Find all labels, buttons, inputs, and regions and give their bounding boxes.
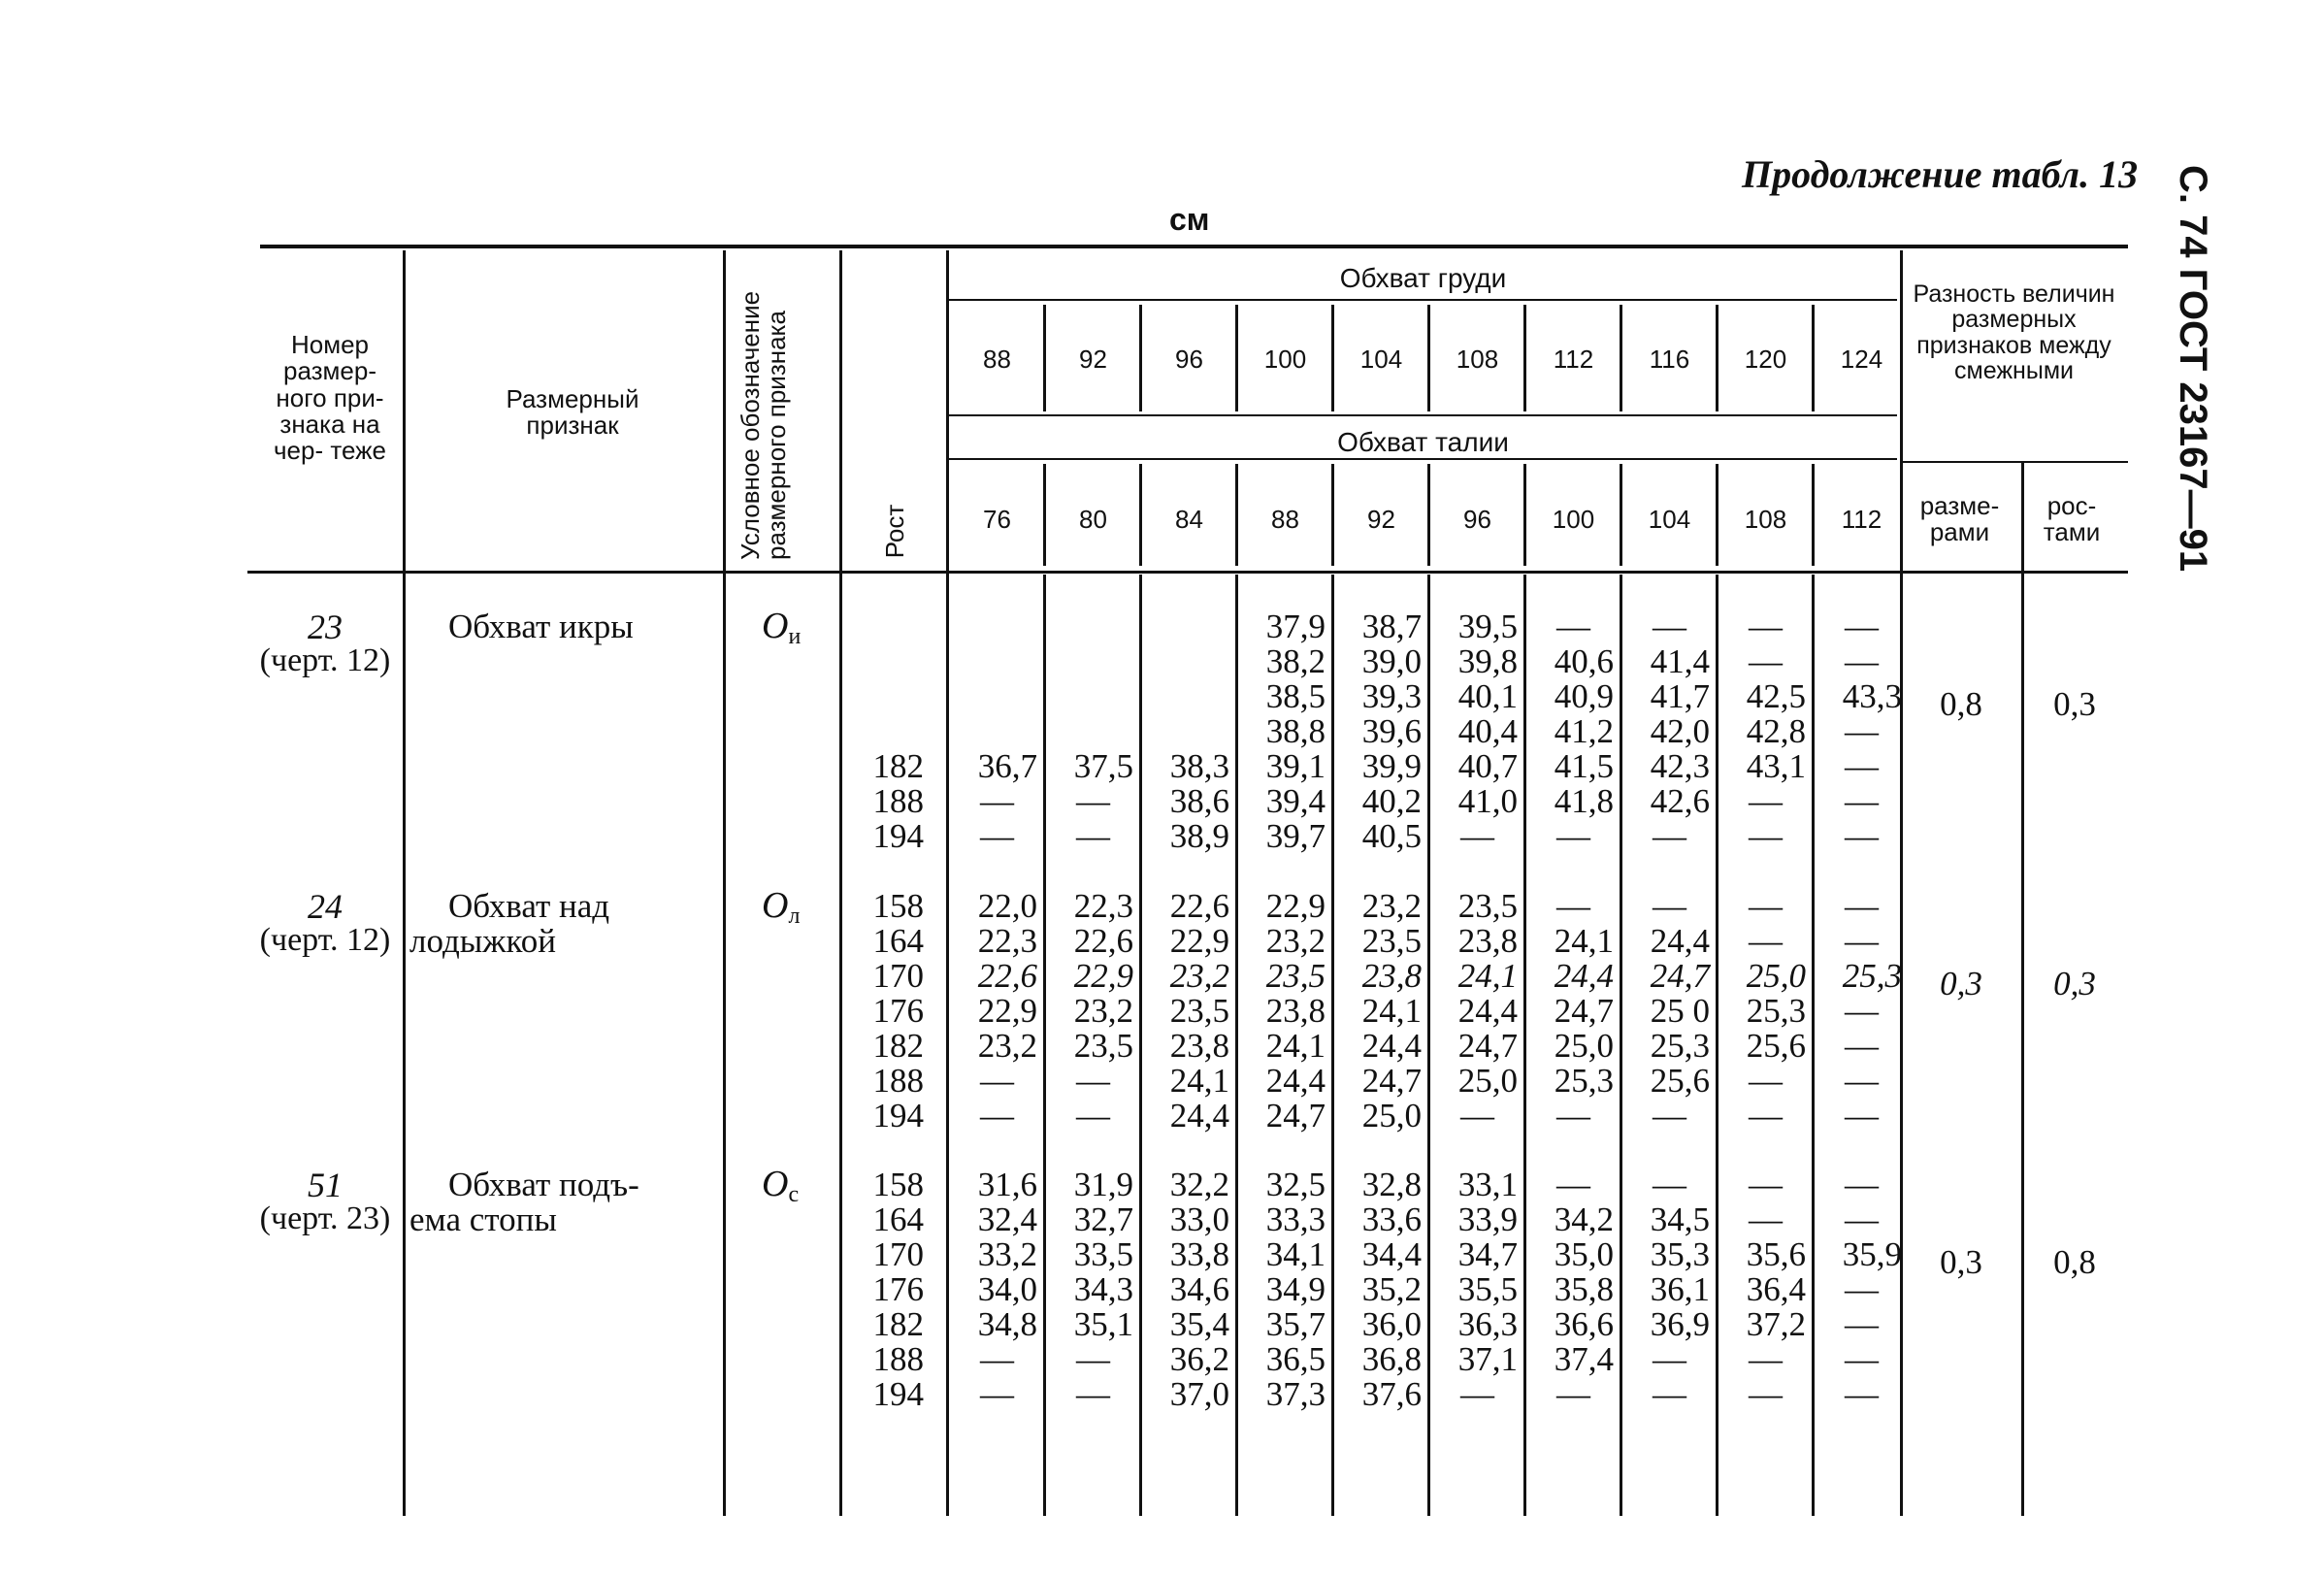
table-cell: 24,7 xyxy=(1265,1097,1326,1134)
table-cell: 23,8 xyxy=(1265,992,1326,1030)
feature-name: Обхват над xyxy=(448,887,610,925)
table-cell: 37,0 xyxy=(1169,1375,1229,1413)
table-cell: 41,0 xyxy=(1457,782,1518,820)
height-value: 188 xyxy=(872,782,924,820)
waist-value: 92 xyxy=(1367,505,1395,534)
height-value: 176 xyxy=(872,1270,924,1308)
table-cell: 33,5 xyxy=(1073,1235,1133,1273)
table-cell: — xyxy=(1749,1166,1783,1203)
table-cell: — xyxy=(1749,1200,1783,1238)
header-diff-sizes: разме- рами xyxy=(1919,491,2000,547)
table-cell: 24,7 xyxy=(1554,992,1614,1030)
table-cell: 36,6 xyxy=(1554,1305,1614,1343)
table-cell: 40,7 xyxy=(1457,747,1518,785)
table-cell: 37,1 xyxy=(1457,1340,1518,1378)
table-cell: — xyxy=(980,1340,1014,1378)
waist-value: 84 xyxy=(1175,505,1203,534)
table-top-rule xyxy=(260,245,2128,248)
chest-values-rule xyxy=(949,414,1897,416)
feature-number: 51 xyxy=(308,1166,343,1204)
height-value: 164 xyxy=(872,1200,924,1238)
table-cell: 23,8 xyxy=(1457,922,1518,960)
table-cell: 25 0 xyxy=(1650,992,1710,1030)
height-value: 194 xyxy=(872,817,924,855)
symbol-subscript: с xyxy=(788,1182,800,1207)
table-cell: 37,6 xyxy=(1361,1375,1422,1413)
table-cell: — xyxy=(1460,1097,1494,1134)
table-cell: 35,0 xyxy=(1554,1235,1614,1273)
table-cell: 34,7 xyxy=(1457,1235,1518,1273)
table-cell: 41,2 xyxy=(1554,712,1614,750)
table-cell: 24,4 xyxy=(1169,1097,1229,1134)
height-value: 158 xyxy=(872,887,924,925)
table-cell: — xyxy=(1653,887,1686,925)
table-cell: 25,0 xyxy=(1746,957,1806,995)
table-cell: 39,1 xyxy=(1265,747,1326,785)
chest-value: 112 xyxy=(1553,345,1594,374)
chest-value: 100 xyxy=(1263,345,1307,374)
table-cell: 34,8 xyxy=(977,1305,1037,1343)
table-cell: — xyxy=(1749,1375,1783,1413)
table-cell: 36,7 xyxy=(977,747,1037,785)
table-cell: 36,1 xyxy=(1650,1270,1710,1308)
diff-sizes-value: 0,3 xyxy=(1940,965,1982,1003)
table-cell: 36,4 xyxy=(1746,1270,1806,1308)
table-cell: 40,6 xyxy=(1554,642,1614,680)
feature-name-line2: лодыжкой xyxy=(409,922,556,960)
table-cell: 40,2 xyxy=(1361,782,1422,820)
table-cell: — xyxy=(1460,817,1494,855)
symbol-subscript: и xyxy=(788,624,802,649)
table-cell: 23,2 xyxy=(977,1027,1037,1065)
chest-value: 124 xyxy=(1840,345,1883,374)
table-cell: — xyxy=(1749,1097,1783,1134)
table-cell: 36,2 xyxy=(1169,1340,1229,1378)
table-cell: — xyxy=(980,817,1014,855)
table-cell: 41,5 xyxy=(1554,747,1614,785)
table-cell: — xyxy=(1845,1097,1879,1134)
unit-label: см xyxy=(1169,202,1210,237)
diff-heights-value: 0,3 xyxy=(2053,965,2096,1003)
header-diff: Разность величин размерных признаков между смежными xyxy=(1913,280,2115,384)
table-cell: — xyxy=(1749,922,1783,960)
waist-value: 80 xyxy=(1079,505,1107,534)
header-chest: Обхват груди xyxy=(1339,263,1507,293)
waist-value: 76 xyxy=(983,505,1011,534)
header-bottom-rule xyxy=(247,571,2128,574)
table-cell: 33,3 xyxy=(1265,1200,1326,1238)
table-cell: 42,3 xyxy=(1650,747,1710,785)
table-cell: 24,1 xyxy=(1457,957,1518,995)
table-cell: 38,9 xyxy=(1169,817,1229,855)
table-cell: 41,7 xyxy=(1650,677,1710,715)
table-cell: — xyxy=(1653,608,1686,645)
chest-value: 120 xyxy=(1744,345,1787,374)
table-cell: 35,4 xyxy=(1169,1305,1229,1343)
table-cell: 34,6 xyxy=(1169,1270,1229,1308)
table-cell: — xyxy=(980,1375,1014,1413)
height-value: 188 xyxy=(872,1062,924,1100)
chest-value: 92 xyxy=(1079,345,1107,374)
height-value: 194 xyxy=(872,1097,924,1134)
table-cell: 43,3 xyxy=(1842,677,1902,715)
table-cell: — xyxy=(1749,782,1783,820)
table-cell: 34,0 xyxy=(977,1270,1037,1308)
table-cell: — xyxy=(1845,747,1879,785)
table-cell: 36,3 xyxy=(1457,1305,1518,1343)
table-cell: — xyxy=(1076,1375,1110,1413)
table-cell: 38,7 xyxy=(1361,608,1422,645)
table-cell: — xyxy=(980,1097,1014,1134)
header-number: Номер размер- ного при- знака на чер- теже xyxy=(274,330,386,466)
table-cell: 42,6 xyxy=(1650,782,1710,820)
table-cell: 22,3 xyxy=(977,922,1037,960)
waist-value: 104 xyxy=(1648,505,1691,534)
table-cell: 24,4 xyxy=(1554,957,1614,995)
diff-heights-value: 0,3 xyxy=(2053,685,2096,723)
table-cell: — xyxy=(1845,922,1879,960)
table-cell: 33,0 xyxy=(1169,1200,1229,1238)
table-cell: 43,1 xyxy=(1746,747,1806,785)
table-cell: 24,4 xyxy=(1361,1027,1422,1065)
waist-value: 100 xyxy=(1552,505,1595,534)
height-value: 176 xyxy=(872,992,924,1030)
table-cell: — xyxy=(1749,608,1783,645)
table-cell: 22,6 xyxy=(1169,887,1229,925)
diff-sizes-value: 0,3 xyxy=(1940,1243,1982,1281)
symbol-subscript: л xyxy=(788,904,801,929)
table-cell: 25,3 xyxy=(1746,992,1806,1030)
table-cell: 32,5 xyxy=(1265,1166,1326,1203)
table-cell: 25,0 xyxy=(1554,1027,1614,1065)
feature-symbol xyxy=(762,608,801,648)
table-cell: 35,7 xyxy=(1265,1305,1326,1343)
table-cell: 33,2 xyxy=(977,1235,1037,1273)
header-symbol-text: Условное обозначение размерного признака xyxy=(736,290,792,560)
table-cell: 33,6 xyxy=(1361,1200,1422,1238)
table-cell: 35,2 xyxy=(1361,1270,1422,1308)
table-cell: — xyxy=(1749,1062,1783,1100)
table-cell: 33,1 xyxy=(1457,1166,1518,1203)
chest-rule-top xyxy=(949,299,1897,301)
table-cell: 39,5 xyxy=(1457,608,1518,645)
header-feature: Размерный признак xyxy=(506,384,639,441)
chest-value: 116 xyxy=(1649,345,1690,374)
table-cell: 25,0 xyxy=(1361,1097,1422,1134)
waist-value: 88 xyxy=(1271,505,1299,534)
table-cell: 38,3 xyxy=(1169,747,1229,785)
table-cell: — xyxy=(1556,1166,1590,1203)
table-cell: 35,5 xyxy=(1457,1270,1518,1308)
table-cell: — xyxy=(1076,1340,1110,1378)
table-cell: — xyxy=(1653,1340,1686,1378)
table-cell: 22,9 xyxy=(1265,887,1326,925)
table-cell: 38,5 xyxy=(1265,677,1326,715)
table-cell: 35,3 xyxy=(1650,1235,1710,1273)
table-cell: 22,9 xyxy=(1073,957,1133,995)
chest-value: 108 xyxy=(1456,345,1499,374)
table-cell: — xyxy=(1845,608,1879,645)
table-cell: 34,9 xyxy=(1265,1270,1326,1308)
table-cell: 31,9 xyxy=(1073,1166,1133,1203)
table-cell: 32,2 xyxy=(1169,1166,1229,1203)
diff-sizes-value: 0,8 xyxy=(1940,685,1982,723)
table-cell: 25,3 xyxy=(1554,1062,1614,1100)
waist-rule xyxy=(949,458,1897,460)
table-cell: — xyxy=(1653,817,1686,855)
table-cell: — xyxy=(1556,608,1590,645)
waist-value: 96 xyxy=(1463,505,1491,534)
table-cell: — xyxy=(1845,817,1879,855)
table-cell: 35,1 xyxy=(1073,1305,1133,1343)
table-cell: 41,4 xyxy=(1650,642,1710,680)
table-cell: 24,1 xyxy=(1361,992,1422,1030)
table-cell: 37,5 xyxy=(1073,747,1133,785)
side-label-text: С. 74 ГОСТ 23167—91 xyxy=(2172,165,2214,573)
header-waist: Обхват талии xyxy=(1337,427,1509,457)
table-cell: — xyxy=(1556,887,1590,925)
table-cell: 40,5 xyxy=(1361,817,1422,855)
table-cell: 24,7 xyxy=(1650,957,1710,995)
table-cell: 42,5 xyxy=(1746,677,1806,715)
table-cell: — xyxy=(1845,1166,1879,1203)
table-cell: 32,7 xyxy=(1073,1200,1133,1238)
table-cell: 23,8 xyxy=(1361,957,1422,995)
table-cell: 39,3 xyxy=(1361,677,1422,715)
table-cell: 38,6 xyxy=(1169,782,1229,820)
header-height xyxy=(859,247,936,568)
table-cell: 32,8 xyxy=(1361,1166,1422,1203)
diff-split-rule xyxy=(1900,461,2128,463)
table-cell: — xyxy=(1749,887,1783,925)
table-cell: — xyxy=(1653,1375,1686,1413)
table-cell: — xyxy=(1556,817,1590,855)
table-cell: 34,2 xyxy=(1554,1200,1614,1238)
table-cell: 37,4 xyxy=(1554,1340,1614,1378)
table-cell: 23,2 xyxy=(1361,887,1422,925)
table-cell: 39,7 xyxy=(1265,817,1326,855)
chest-value: 104 xyxy=(1359,345,1403,374)
table-cell: 24,7 xyxy=(1457,1027,1518,1065)
table-cell: 38,8 xyxy=(1265,712,1326,750)
table-cell: 24,4 xyxy=(1650,922,1710,960)
table-cell: — xyxy=(1845,1027,1879,1065)
table-cell: 34,4 xyxy=(1361,1235,1422,1273)
table-cell: — xyxy=(980,1062,1014,1100)
drawing-reference: (черт. 12) xyxy=(259,642,391,678)
table-cell: — xyxy=(1845,1305,1879,1343)
table-cell: 34,3 xyxy=(1073,1270,1133,1308)
feature-symbol xyxy=(762,887,800,928)
height-value: 194 xyxy=(872,1375,924,1413)
table-cell: 22,9 xyxy=(1169,922,1229,960)
diff-heights-value: 0,8 xyxy=(2053,1243,2096,1281)
table-cell: 24,1 xyxy=(1169,1062,1229,1100)
header-height-text: Рост xyxy=(880,504,909,558)
table-cell: 33,9 xyxy=(1457,1200,1518,1238)
table-cell: 25,0 xyxy=(1457,1062,1518,1100)
chest-value: 88 xyxy=(983,345,1011,374)
table-cell: 39,6 xyxy=(1361,712,1422,750)
height-value: 170 xyxy=(872,1235,924,1273)
feature-number: 24 xyxy=(308,887,343,926)
continuation-caption: Продолжение табл. 13 xyxy=(1742,152,2139,196)
table-cell: 22,6 xyxy=(977,957,1037,995)
symbol-base: О xyxy=(762,885,789,926)
table-cell: 40,4 xyxy=(1457,712,1518,750)
waist-value: 108 xyxy=(1744,505,1787,534)
header-symbol xyxy=(726,247,840,568)
feature-name: Обхват подъ- xyxy=(448,1166,639,1203)
table-cell: 23,8 xyxy=(1169,1027,1229,1065)
table-cell: 24,7 xyxy=(1361,1062,1422,1100)
table-cell: 25,3 xyxy=(1650,1027,1710,1065)
table-cell: — xyxy=(1845,712,1879,750)
table-cell: 42,0 xyxy=(1650,712,1710,750)
height-value: 182 xyxy=(872,1305,924,1343)
table-cell: — xyxy=(1556,1375,1590,1413)
table-cell: 35,9 xyxy=(1842,1235,1902,1273)
table-cell: — xyxy=(980,782,1014,820)
feature-symbol xyxy=(762,1166,799,1206)
height-value: 158 xyxy=(872,1166,924,1203)
table-cell: 40,9 xyxy=(1554,677,1614,715)
table-cell: — xyxy=(1749,642,1783,680)
table-cell: 39,8 xyxy=(1457,642,1518,680)
table-cell: 25,6 xyxy=(1746,1027,1806,1065)
table-cell: 36,8 xyxy=(1361,1340,1422,1378)
table-cell: 25,6 xyxy=(1650,1062,1710,1100)
table-cell: 39,4 xyxy=(1265,782,1326,820)
table-cell: 24,1 xyxy=(1554,922,1614,960)
table-cell: — xyxy=(1845,1062,1879,1100)
table-cell: 23,2 xyxy=(1073,992,1133,1030)
header-diff-heights: рос- тами xyxy=(2043,491,2101,547)
table-cell: 34,5 xyxy=(1650,1200,1710,1238)
feature-number: 23 xyxy=(308,608,343,646)
height-value: 182 xyxy=(872,747,924,785)
table-cell: — xyxy=(1845,992,1879,1030)
table-cell: — xyxy=(1749,817,1783,855)
table-cell: 38,2 xyxy=(1265,642,1326,680)
table-cell: 42,8 xyxy=(1746,712,1806,750)
table-cell: 31,6 xyxy=(977,1166,1037,1203)
feature-name-line2: ема стопы xyxy=(409,1200,557,1238)
table-cell: 23,2 xyxy=(1169,957,1229,995)
table-cell: — xyxy=(1845,1270,1879,1308)
height-value: 188 xyxy=(872,1340,924,1378)
table-cell: 37,9 xyxy=(1265,608,1326,645)
table-cell: 34,1 xyxy=(1265,1235,1326,1273)
table-cell: 23,5 xyxy=(1361,922,1422,960)
table-cell: 35,6 xyxy=(1746,1235,1806,1273)
table-cell: — xyxy=(1845,642,1879,680)
table-cell: 25,3 xyxy=(1842,957,1902,995)
feature-name: Обхват икры xyxy=(448,608,634,645)
table-cell: 22,9 xyxy=(977,992,1037,1030)
height-value: 170 xyxy=(872,957,924,995)
table-cell: — xyxy=(1845,887,1879,925)
table-cell: 33,8 xyxy=(1169,1235,1229,1273)
table-cell: — xyxy=(1845,1340,1879,1378)
table-cell: — xyxy=(1749,1340,1783,1378)
table-cell: 36,5 xyxy=(1265,1340,1326,1378)
table-cell: 36,9 xyxy=(1650,1305,1710,1343)
table-cell: — xyxy=(1845,1200,1879,1238)
waist-value: 112 xyxy=(1841,505,1882,534)
table-cell: — xyxy=(1076,1097,1110,1134)
chest-value: 96 xyxy=(1175,345,1203,374)
table-cell: 32,4 xyxy=(977,1200,1037,1238)
table-cell: 23,5 xyxy=(1169,992,1229,1030)
table-cell: — xyxy=(1076,782,1110,820)
symbol-base: О xyxy=(762,1164,789,1204)
table-cell: — xyxy=(1076,817,1110,855)
table-cell: 36,0 xyxy=(1361,1305,1422,1343)
column-rule xyxy=(2021,463,2024,1516)
table-cell: — xyxy=(1460,1375,1494,1413)
table-cell: 24,1 xyxy=(1265,1027,1326,1065)
table-cell: 39,0 xyxy=(1361,642,1422,680)
table-cell: 22,3 xyxy=(1073,887,1133,925)
side-label xyxy=(2172,165,2242,573)
table-cell: 39,9 xyxy=(1361,747,1422,785)
height-value: 164 xyxy=(872,922,924,960)
table-cell: 41,8 xyxy=(1554,782,1614,820)
table-cell: — xyxy=(1653,1097,1686,1134)
table-cell: 37,3 xyxy=(1265,1375,1326,1413)
symbol-base: О xyxy=(762,606,789,646)
table-cell: 22,6 xyxy=(1073,922,1133,960)
table-cell: — xyxy=(1076,1062,1110,1100)
table-cell: — xyxy=(1845,1375,1879,1413)
table-cell: 23,5 xyxy=(1073,1027,1133,1065)
table-cell: 23,5 xyxy=(1457,887,1518,925)
table-cell: 22,0 xyxy=(977,887,1037,925)
table-cell: — xyxy=(1556,1097,1590,1134)
table-cell: 40,1 xyxy=(1457,677,1518,715)
table-cell: — xyxy=(1653,1166,1686,1203)
table-cell: — xyxy=(1845,782,1879,820)
drawing-reference: (черт. 12) xyxy=(259,922,391,958)
column-rule xyxy=(403,250,406,1516)
height-value: 182 xyxy=(872,1027,924,1065)
table-cell: 24,4 xyxy=(1265,1062,1326,1100)
table-cell: 35,8 xyxy=(1554,1270,1614,1308)
drawing-reference: (черт. 23) xyxy=(259,1200,391,1236)
table-cell: 23,2 xyxy=(1265,922,1326,960)
table-cell: 23,5 xyxy=(1265,957,1326,995)
table-cell: 37,2 xyxy=(1746,1305,1806,1343)
table-cell: 24,4 xyxy=(1457,992,1518,1030)
